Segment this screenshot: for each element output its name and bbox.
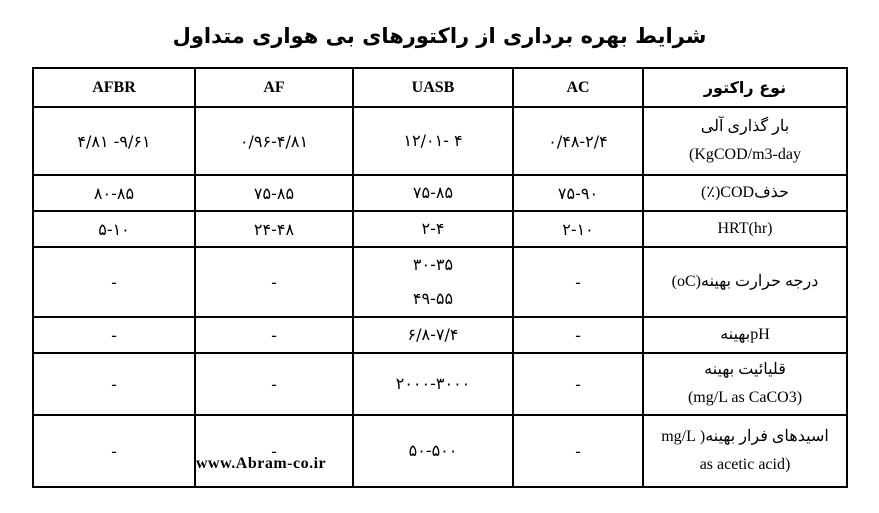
cell-uasb	[353, 353, 513, 415]
cell-ac: ۲-۱۰	[513, 211, 643, 247]
uasb-value: ۲-۴	[421, 219, 445, 238]
row-label-line: اسیدهای فرار بهینه( mg/L	[661, 428, 829, 445]
cell-ac: -	[513, 353, 643, 415]
cell-uasb	[353, 415, 513, 487]
cell-afbr: -	[33, 415, 195, 487]
cell-uasb	[353, 247, 513, 317]
row-label-line: بار گذاری آلی	[700, 118, 790, 135]
table-row	[33, 247, 847, 317]
uasb-value: ۲۰۰۰-۳۰۰۰	[395, 374, 471, 393]
cell-afbr: ۴/۸۱ -۹/۶۱	[33, 107, 195, 175]
cell-ac: ۷۵-۹۰	[513, 175, 643, 211]
cell-af: -	[195, 317, 353, 353]
header-uasb: UASB	[353, 68, 513, 107]
cell-ac: -	[513, 247, 643, 317]
cell-af: ۷۵-۸۵	[195, 175, 353, 211]
website-watermark: www.Abram-co.ir	[196, 455, 327, 472]
uasb-value: ۴۹-۵۵	[412, 289, 454, 308]
uasb-value: ۶/۸-۷/۴	[407, 325, 459, 344]
reactor-conditions-table	[32, 67, 848, 488]
page-title: شرایط بهره برداری از راکتورهای بی هواری متداول	[172, 24, 707, 48]
header-reactor-type: نوع راکتور	[643, 68, 847, 107]
table-row	[33, 175, 847, 211]
uasb-value: ۵۰-۵۰۰	[408, 441, 458, 460]
table-row	[33, 353, 847, 415]
header-afbr: AFBR	[33, 68, 195, 107]
row-label-line: pHبهینه	[720, 326, 770, 343]
cell-af: ۰/۹۶-۴/۸۱	[195, 107, 353, 175]
row-label-line: قلیائیت بهینه	[704, 361, 786, 378]
header-ac: AC	[513, 68, 643, 107]
table-row	[33, 317, 847, 353]
table-row	[33, 415, 847, 487]
cell-uasb	[353, 211, 513, 247]
cell-afbr: -	[33, 247, 195, 317]
table-row	[33, 211, 847, 247]
table-header-row	[33, 68, 847, 107]
cell-afbr: -	[33, 317, 195, 353]
cell-af: -	[195, 415, 353, 487]
uasb-value: ۳۰-۳۵	[412, 255, 454, 274]
row-label	[643, 353, 847, 415]
row-label-line: (mg/L as CaCO3)	[687, 389, 803, 406]
header-af: AF	[195, 68, 353, 107]
row-label-line: حذفCOD(٪)	[701, 184, 789, 201]
uasb-value: ۷۵-۸۵	[412, 183, 454, 202]
cell-uasb	[353, 175, 513, 211]
row-label-line: درجه حرارت بهینه(oC)	[671, 273, 819, 290]
row-label	[643, 317, 847, 353]
cell-ac: ۰/۴۸-۲/۴	[513, 107, 643, 175]
row-label	[643, 415, 847, 487]
row-label	[643, 211, 847, 247]
cell-afbr: ۸۰-۸۵	[33, 175, 195, 211]
cell-ac: -	[513, 317, 643, 353]
cell-af: -	[195, 247, 353, 317]
cell-uasb	[353, 107, 513, 175]
cell-af: -	[195, 353, 353, 415]
row-label	[643, 175, 847, 211]
cell-afbr: ۵-۱۰	[33, 211, 195, 247]
uasb-value: ۴ -۱۲/۰۱	[403, 131, 463, 150]
cell-ac: -	[513, 415, 643, 487]
row-label-line: (as acetic acid	[699, 456, 791, 473]
table-row	[33, 107, 847, 175]
row-label-line: KgCOD/m3-day)	[689, 146, 801, 163]
row-label-line: HRT(hr)	[717, 220, 773, 237]
row-label	[643, 107, 847, 175]
row-label	[643, 247, 847, 317]
cell-af: ۲۴-۴۸	[195, 211, 353, 247]
cell-afbr: -	[33, 353, 195, 415]
cell-uasb	[353, 317, 513, 353]
